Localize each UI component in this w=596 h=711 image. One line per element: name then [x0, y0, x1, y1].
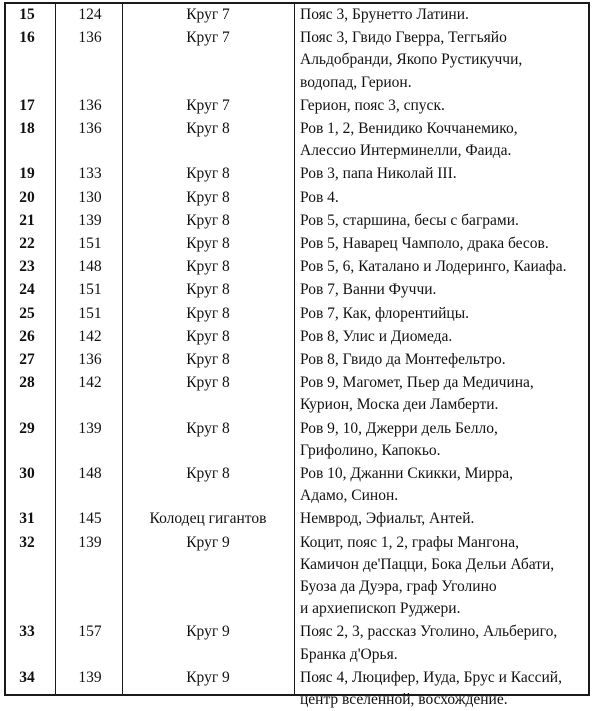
description-line: Алессио Интерминелли, Фаида.: [300, 142, 512, 160]
circle-name: Круг 8: [186, 465, 230, 482]
row-number: 15: [19, 6, 35, 23]
description-line: водопад, Герион.: [300, 73, 412, 91]
description-line: Пояс 3, Гвидо Гверра, Теггьяйо: [300, 29, 507, 47]
row-number: 29: [19, 419, 35, 437]
description-line: Ров 3, папа Николай III.: [300, 165, 457, 183]
description-line: Ров 5, Наварец Чамполо, драка бесов.: [300, 235, 549, 252]
circle-name: Круг 8: [186, 419, 230, 437]
description: [300, 326, 590, 348]
canto-lines: 139: [78, 533, 102, 551]
description: [300, 256, 590, 278]
description-line: Ров 9, 10, Джерри дель Белло,: [300, 419, 498, 437]
circle-name: Круг 8: [186, 327, 230, 345]
canto-lines: 136: [78, 351, 102, 368]
description-line: Ров 4.: [300, 188, 339, 206]
row-number: 21: [19, 211, 35, 229]
canto-lines: 142: [78, 374, 102, 392]
description-line: Ров 5, старшина, бесы с баграми.: [300, 211, 519, 229]
description-line: Немврод, Эфиальт, Антей.: [300, 510, 475, 528]
description-line: Герион, пояс 3, спуск.: [300, 96, 445, 114]
description: [300, 508, 590, 530]
circle-name: Круг 8: [186, 374, 230, 392]
canto-lines: 151: [78, 281, 102, 299]
canto-lines: 139: [78, 211, 102, 229]
description-line: Курион, Моска деи Ламберти.: [300, 396, 499, 414]
row-number: 25: [19, 304, 35, 322]
circle-name: Круг 8: [186, 235, 230, 252]
description: [300, 95, 590, 117]
canto-lines: 124: [78, 6, 102, 23]
canto-lines: 157: [78, 623, 102, 641]
description: [300, 27, 590, 94]
canto-lines: 145: [78, 510, 102, 528]
canto-lines: 151: [78, 235, 102, 252]
description: [300, 372, 590, 416]
canto-lines: 139: [78, 668, 102, 686]
description-line: Ров 10, Джанни Скикки, Мирра,: [300, 465, 513, 482]
description-line: Альдобранди, Якопо Рустикуччи,: [300, 51, 523, 69]
description-line: Камичон де'Пацци, Бока Дельи Абати,: [300, 555, 555, 573]
description: [300, 118, 590, 162]
column-divider-3: [294, 2, 295, 696]
description-line: Ров 9, Магомет, Пьер да Медичина,: [300, 374, 534, 392]
description-line: Грифолино, Капокьо.: [300, 441, 441, 459]
row-number: 27: [19, 351, 35, 368]
circle-name: Круг 9: [186, 533, 230, 551]
circle-name: Круг 8: [186, 120, 230, 137]
row-number: 22: [19, 235, 35, 252]
description: [300, 349, 590, 371]
column-divider-2: [122, 2, 123, 696]
circle-name: Круг 8: [186, 351, 230, 368]
row-number: 20: [19, 188, 35, 206]
circle-name: Круг 9: [186, 668, 230, 686]
description: [300, 210, 590, 232]
description-line: Коцит, пояс 1, 2, графы Мангона,: [300, 533, 519, 551]
circle-name: Круг 8: [186, 304, 230, 322]
description: [300, 163, 590, 185]
row-number: 23: [19, 258, 35, 276]
description-line: Бранка д'Орья.: [300, 645, 398, 663]
description: [300, 418, 590, 462]
description: [300, 303, 590, 325]
circle-name: Круг 7: [186, 6, 230, 23]
description: [300, 233, 590, 255]
row-number: 30: [19, 465, 35, 482]
row-number: 19: [19, 165, 35, 183]
description-line: и архиепископ Руджери.: [300, 600, 461, 618]
description: [300, 187, 590, 209]
canto-lines: 139: [78, 419, 102, 437]
row-number: 34: [19, 668, 35, 686]
circle-name: Круг 8: [186, 188, 230, 206]
canto-lines: 151: [78, 304, 102, 322]
canto-lines: 133: [78, 165, 102, 183]
row-number: 32: [19, 533, 35, 551]
description-line: Пояс 4, Люцифер, Иуда, Брус и Кассий,: [300, 668, 562, 686]
circle-name: Круг 7: [186, 96, 230, 114]
row-number: 26: [19, 327, 35, 345]
circle-name: Круг 8: [186, 281, 230, 299]
description-line: Ров 5, 6, Каталано и Лодеринго, Каиафа.: [300, 258, 567, 276]
canto-lines: 130: [78, 188, 102, 206]
description: [300, 532, 590, 621]
canto-lines: 148: [78, 258, 102, 276]
row-number: 17: [19, 96, 35, 114]
description-line: Буоза да Дуэра, граф Уголино: [300, 578, 497, 595]
canto-lines: 142: [78, 327, 102, 345]
description-line: Адамо, Синон.: [300, 487, 399, 505]
description-line: Ров 8, Гвидо да Монтефельтро.: [300, 351, 506, 368]
circle-name: Круг 9: [186, 623, 230, 641]
description: [300, 279, 590, 301]
canto-lines: 148: [78, 465, 102, 482]
circle-name: Круг 7: [186, 29, 230, 47]
circle-name: Круг 8: [186, 211, 230, 229]
row-number: 33: [19, 623, 35, 641]
description: [300, 4, 590, 26]
column-divider-1: [55, 2, 56, 696]
description-line: Пояс 2, 3, рассказ Уголино, Альбериго,: [300, 623, 558, 641]
row-number: 18: [19, 120, 35, 137]
row-number: 16: [19, 29, 35, 47]
description-line: Ров 7, Как, флорентийцы.: [300, 304, 469, 322]
row-number: 24: [19, 281, 35, 299]
description: [300, 667, 590, 711]
canto-lines: 136: [78, 29, 102, 47]
description-line: Ров 8, Улис и Диомеда.: [300, 327, 453, 345]
description-line: центр вселенной, восхождение.: [300, 691, 508, 708]
row-number: 28: [19, 374, 35, 392]
circle-name: Круг 8: [186, 165, 230, 183]
row-number: 31: [19, 510, 35, 528]
description-line: Пояс 3, Брунетто Латини.: [300, 6, 469, 23]
description: [300, 463, 590, 507]
description-line: Ров 7, Ванни Фуччи.: [300, 281, 437, 299]
circle-name: Колодец гигантов: [149, 510, 267, 528]
canto-lines: 136: [78, 96, 102, 114]
canto-lines: 136: [78, 120, 102, 137]
description: [300, 621, 590, 665]
description-line: Ров 1, 2, Венидико Коччанемико,: [300, 120, 518, 137]
circle-name: Круг 8: [186, 258, 230, 276]
